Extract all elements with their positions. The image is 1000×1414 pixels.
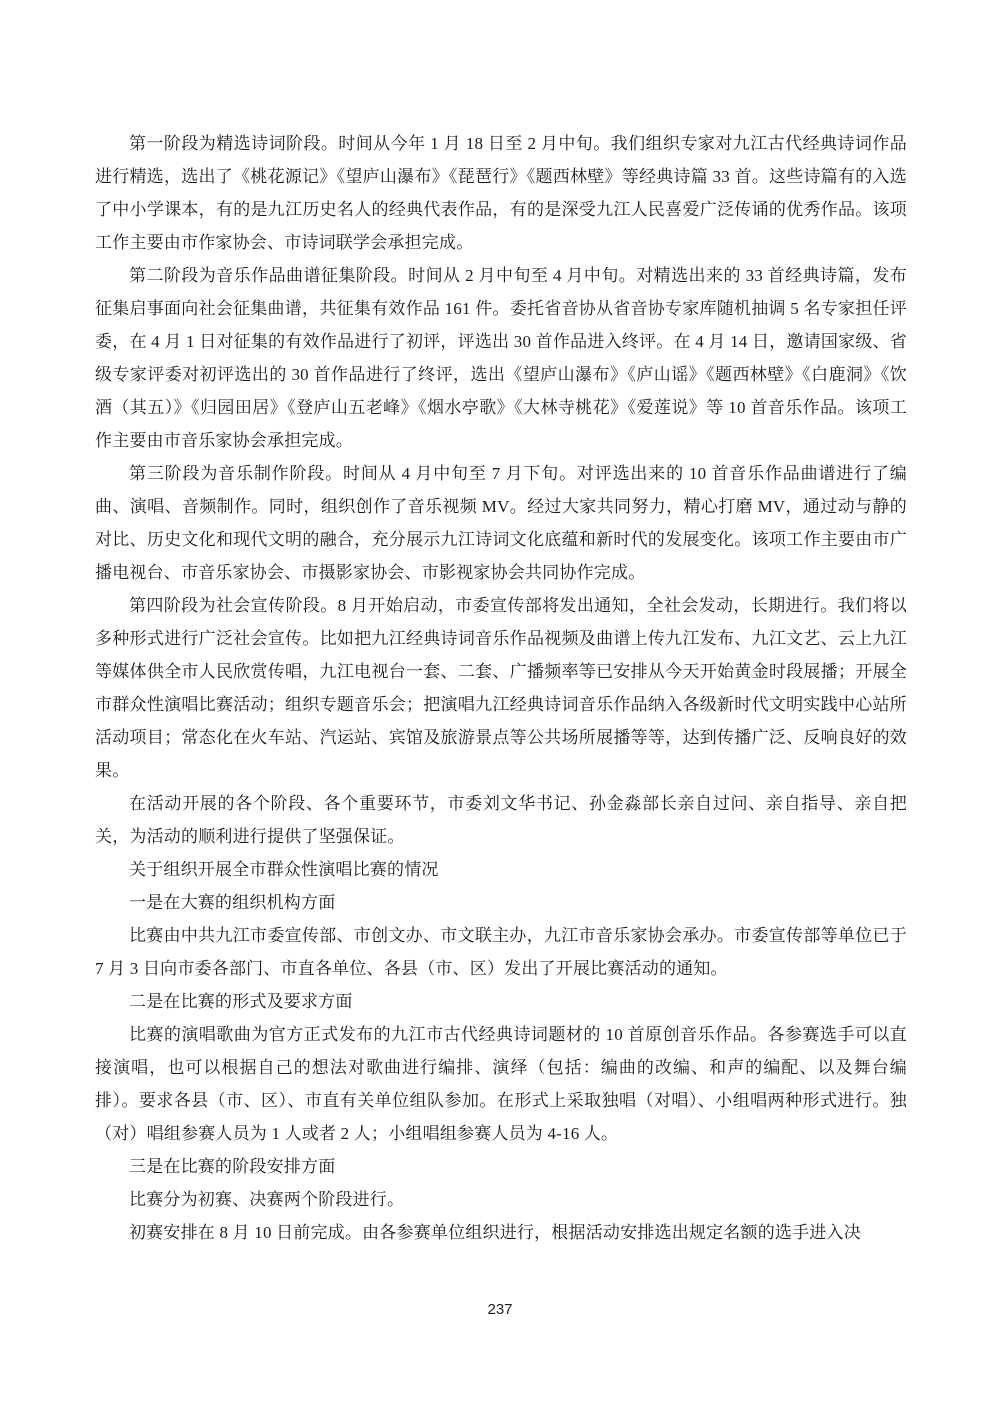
- page-number: 237: [487, 1301, 513, 1318]
- paragraph-contest-stages: 比赛分为初赛、决赛两个阶段进行。: [129, 1190, 405, 1209]
- heading-part2-format-requirements: 二是在比赛的形式及要求方面: [129, 992, 353, 1011]
- heading-singing-contest-overview: 关于组织开展全市群众性演唱比赛的情况: [129, 860, 439, 879]
- paragraph-contest-organizers: 比赛由中共九江市委宣传部、市创文办、市文联主办，九江市音乐家协会承办。市委宣传部等单位已于 7 月 3 日向市委各部门、市直各单位、各县（市、区）发出了开展比赛活动的通知。: [95, 926, 907, 978]
- paragraph-format-requirements: 比赛的演唱歌曲为官方正式发布的九江市古代经典诗词题材的 10 首原创音乐作品。各参赛选手可以直接演唱，也可以根据自己的想法对歌曲进行编排、演绎（包括：编曲的改编、和声的编配、以及舞台编排）。要求各县（市、区）、市直有关单位组队参加。在形式上采取独唱（对唱）、小组唱两种形式进行。独（对）唱组参赛人员为 1 人或者 2 人；小组唱组参赛人员为 4-16 人。: [95, 1025, 907, 1143]
- paragraph-stage2-score-collection: 第二阶段为音乐作品曲谱征集阶段。时间从 2 月中旬至 4 月中旬。对精选出来的 33 首经典诗篇，发布征集启事面向社会征集曲谱，共征集有效作品 161 件。委托省音协从省音协专家库随机抽调 5 名专家担任评委，在 4 月 1 日对征集的有效作品进行了初评，评选出 30 首作品进入终评。在 4 月 14 日，邀请国家级、省级专家评委对初评选出的 30 首作品进行了终评，选出《望庐山瀑布》《庐山谣》《题西林壁》《白鹿洞》《饮酒（其五）》《归园田居》《登庐山五老峰》《烟水亭歌》《大林寺桃花》《爱莲说》等 10 首音乐作品。该项工作主要由市音乐家协会承担完成。: [95, 266, 907, 450]
- paragraph-leadership-support: 在活动开展的各个阶段、各个重要环节，市委刘文华书记、孙金淼部长亲自过问、亲自指导、亲自把关，为活动的顺利进行提供了坚强保证。: [95, 794, 907, 846]
- paragraph-stage4-social-publicity: 第四阶段为社会宣传阶段。8 月开始启动，市委宣传部将发出通知，全社会发动，长期进行。我们将以多种形式进行广泛社会宣传。比如把九江经典诗词音乐作品视频及曲谱上传九江发布、九江文艺、云上九江等媒体供全市人民欣赏传唱，九江电视台一套、二套、广播频率等已安排从今天开始黄金时段展播；开展全市群众性演唱比赛活动；组织专题音乐会；把演唱九江经典诗词音乐作品纳入各级新时代文明实践中心站所活动项目；常态化在火车站、汽运站、宾馆及旅游景点等公共场所展播等等，达到传播广泛、反响良好的效果。: [95, 596, 907, 780]
- heading-part1-organization: 一是在大赛的组织机构方面: [129, 893, 336, 912]
- page-footer: [0, 1301, 1000, 1319]
- paragraph-preliminary-round: 初赛安排在 8 月 10 日前完成。由各参赛单位组织进行，根据活动安排选出规定名额的选手进入决: [129, 1223, 861, 1242]
- paragraph-stage3-music-production: 第三阶段为音乐制作阶段。时间从 4 月中旬至 7 月下旬。对评选出来的 10 首音乐作品曲谱进行了编曲、演唱、音频制作。同时，组织创作了音乐视频 MV。经过大家共同努力，精心打磨 MV，通过动与静的对比、历史文化和现代文明的融合，充分展示九江诗词文化底蕴和新时代的发展变化。该项工作主要由市广播电视台、市音乐家协会、市摄影家协会、市影视家协会共同协作完成。: [95, 464, 907, 582]
- paragraph-stage1-poem-selection: 第一阶段为精选诗词阶段。时间从今年 1 月 18 日至 2 月中旬。我们组织专家对九江古代经典诗词作品进行精选，选出了《桃花源记》《望庐山瀑布》《琵琶行》《题西林壁》等经典诗篇 33 首。这些诗篇有的入选了中小学课本，有的是九江历史名人的经典代表作品，有的是深受九江人民喜爱广泛传诵的优秀作品。该项工作主要由市作家协会、市诗词联学会承担完成。: [95, 134, 907, 252]
- document-body: [95, 127, 907, 1249]
- heading-part3-stage-arrangement: 三是在比赛的阶段安排方面: [129, 1157, 336, 1176]
